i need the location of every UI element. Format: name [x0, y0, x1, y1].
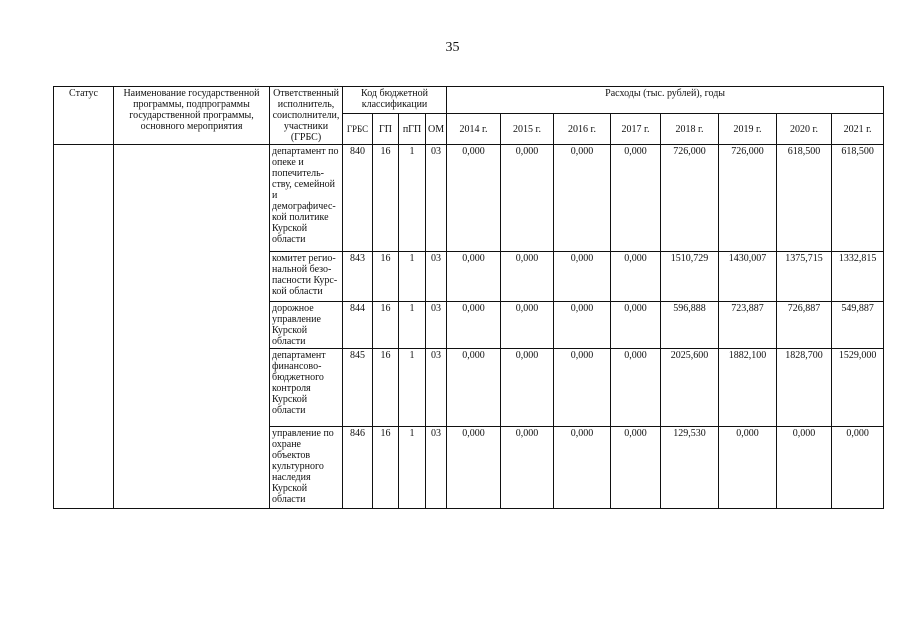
- header-year: 2015 г.: [501, 114, 554, 145]
- pgp-cell: 1: [399, 427, 426, 509]
- value-cell: 0,000: [832, 427, 884, 509]
- value-cell: 0,000: [611, 252, 661, 302]
- value-cell: 596,888: [661, 302, 719, 349]
- page-number: 35: [445, 40, 460, 55]
- pgp-cell: 1: [399, 349, 426, 427]
- om-cell: 03: [426, 145, 447, 252]
- header-pgp: пГП: [399, 114, 426, 145]
- header-row-1: [54, 87, 884, 114]
- header-program-name: Наименование государственной программы, подпрограммы государственной программы, основного мероприятия: [114, 87, 270, 145]
- value-cell: 0,000: [447, 302, 501, 349]
- executor-cell: департамент по опеке и попечитель-ству, семейной и демографичес-кой политике Курской области: [270, 145, 343, 252]
- value-cell: 1430,007: [719, 252, 777, 302]
- value-cell: 0,000: [554, 302, 611, 349]
- grbs-cell: 845: [343, 349, 373, 427]
- om-cell: 03: [426, 302, 447, 349]
- value-cell: 0,000: [501, 145, 554, 252]
- gp-cell: 16: [373, 302, 399, 349]
- grbs-cell: 843: [343, 252, 373, 302]
- value-cell: 0,000: [501, 252, 554, 302]
- grbs-cell: 844: [343, 302, 373, 349]
- om-cell: 03: [426, 427, 447, 509]
- value-cell: 0,000: [611, 349, 661, 427]
- header-year: 2017 г.: [611, 114, 661, 145]
- header-year: 2014 г.: [447, 114, 501, 145]
- value-cell: 1529,000: [832, 349, 884, 427]
- value-cell: 0,000: [554, 252, 611, 302]
- pgp-cell: 1: [399, 302, 426, 349]
- pgp-cell: 1: [399, 145, 426, 252]
- value-cell: 129,530: [661, 427, 719, 509]
- gp-cell: 16: [373, 145, 399, 252]
- value-cell: 1828,700: [777, 349, 832, 427]
- header-year: 2021 г.: [832, 114, 884, 145]
- value-cell: 1882,100: [719, 349, 777, 427]
- value-cell: 0,000: [447, 252, 501, 302]
- status-cell: [54, 145, 114, 509]
- value-cell: 0,000: [554, 349, 611, 427]
- header-year: 2016 г.: [554, 114, 611, 145]
- om-cell: 03: [426, 252, 447, 302]
- gp-cell: 16: [373, 427, 399, 509]
- value-cell: 0,000: [554, 145, 611, 252]
- value-cell: 549,887: [832, 302, 884, 349]
- grbs-cell: 840: [343, 145, 373, 252]
- value-cell: 1510,729: [661, 252, 719, 302]
- executor-cell: комитет регио-нальной безо-пасности Курс-кой области: [270, 252, 343, 302]
- value-cell: 1375,715: [777, 252, 832, 302]
- value-cell: 2025,600: [661, 349, 719, 427]
- value-cell: 0,000: [447, 427, 501, 509]
- om-cell: 03: [426, 349, 447, 427]
- executor-cell: дорожное управление Курской области: [270, 302, 343, 349]
- value-cell: 1332,815: [832, 252, 884, 302]
- value-cell: 726,000: [661, 145, 719, 252]
- program-name-cell: [114, 145, 270, 509]
- header-grbs: ГРБС: [343, 114, 373, 145]
- executor-cell: департамент финансово-бюджетного контроля Курской области: [270, 349, 343, 427]
- value-cell: 618,500: [777, 145, 832, 252]
- grbs-cell: 846: [343, 427, 373, 509]
- value-cell: 0,000: [447, 145, 501, 252]
- header-om: ОМ: [426, 114, 447, 145]
- gp-cell: 16: [373, 349, 399, 427]
- header-executor: Ответственный исполнитель, соисполнители, участники (ГРБС): [270, 87, 343, 145]
- gp-cell: 16: [373, 252, 399, 302]
- value-cell: 0,000: [611, 302, 661, 349]
- value-cell: 0,000: [501, 349, 554, 427]
- value-cell: 726,000: [719, 145, 777, 252]
- header-budget-code: Код бюджетной классификации: [343, 87, 447, 114]
- header-year: 2018 г.: [661, 114, 719, 145]
- value-cell: 0,000: [447, 349, 501, 427]
- value-cell: 618,500: [832, 145, 884, 252]
- value-cell: 0,000: [611, 427, 661, 509]
- value-cell: 0,000: [554, 427, 611, 509]
- value-cell: 0,000: [501, 427, 554, 509]
- value-cell: 0,000: [777, 427, 832, 509]
- budget-table: [53, 86, 884, 509]
- value-cell: 0,000: [501, 302, 554, 349]
- value-cell: 723,887: [719, 302, 777, 349]
- value-cell: 0,000: [719, 427, 777, 509]
- table-row: [54, 145, 884, 252]
- pgp-cell: 1: [399, 252, 426, 302]
- header-expenses: Расходы (тыс. рублей), годы: [447, 87, 884, 114]
- header-gp: ГП: [373, 114, 399, 145]
- header-year: 2020 г.: [777, 114, 832, 145]
- header-year: 2019 г.: [719, 114, 777, 145]
- header-status: Статус: [54, 87, 114, 145]
- executor-cell: управление по охране объектов культурного наследия Курской области: [270, 427, 343, 509]
- value-cell: 0,000: [611, 145, 661, 252]
- value-cell: 726,887: [777, 302, 832, 349]
